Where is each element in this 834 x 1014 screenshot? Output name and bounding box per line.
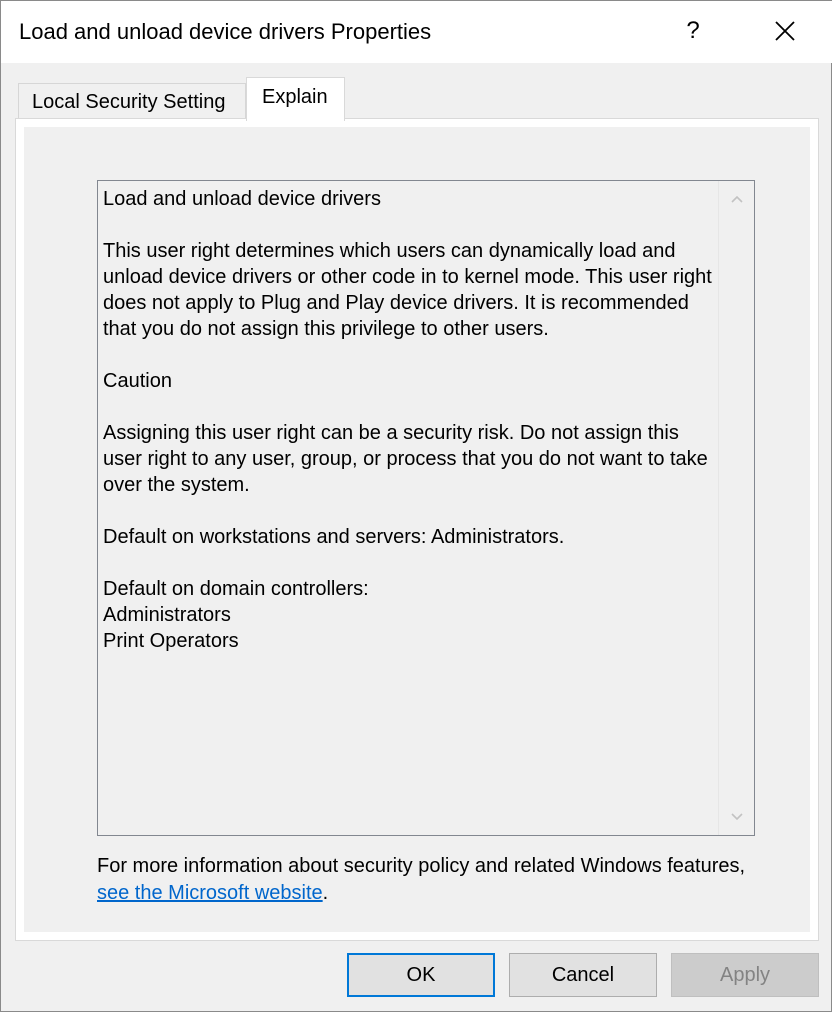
tab-local-security-setting[interactable]: Local Security Setting: [18, 83, 246, 119]
default-dc-label: Default on domain controllers:: [103, 578, 369, 600]
default-dc-administrators: Administrators: [103, 604, 231, 626]
explain-paragraph-1: This user right determines which users can dynamically load and unload device drivers or other code in to kernel mode. This user right does not apply to Plug and Play device drivers. It is recommended that you do not assign this privilege to other users.: [103, 240, 712, 340]
tab-explain[interactable]: Explain: [246, 77, 345, 121]
more-info-text: [97, 853, 747, 907]
vertical-scrollbar[interactable]: [718, 181, 754, 835]
explain-tab-panel: [15, 118, 819, 941]
explain-paragraph-2: Assigning this user right can be a security risk. Do not assign this user right to any user, group, or process that you do not want to take over the system.: [103, 422, 708, 496]
ok-button[interactable]: OK: [347, 953, 495, 997]
caution-label: Caution: [103, 370, 172, 392]
explain-heading: Load and unload device drivers: [103, 188, 381, 210]
default-dc-print-operators: Print Operators: [103, 630, 239, 652]
apply-button[interactable]: Apply: [671, 953, 819, 997]
scroll-up-button[interactable]: [719, 183, 755, 215]
window-title: Load and unload device drivers Properties: [19, 19, 432, 44]
title-bar: [1, 1, 833, 63]
tab-strip: [1, 63, 833, 119]
cancel-button[interactable]: Cancel: [509, 953, 657, 997]
close-button[interactable]: [761, 11, 809, 51]
microsoft-website-link[interactable]: see the Microsoft website: [97, 882, 323, 904]
more-info-label: For more information about security policy and related Windows features,: [97, 855, 746, 877]
chevron-up-icon: [730, 194, 744, 204]
chevron-down-icon: [730, 812, 744, 822]
explain-text: [103, 186, 715, 654]
more-info-suffix: .: [322, 882, 329, 904]
scroll-down-button[interactable]: [719, 801, 755, 833]
close-icon: [774, 20, 796, 42]
help-button[interactable]: ?: [686, 17, 700, 44]
explain-textbox[interactable]: [97, 180, 755, 836]
panel-body: [24, 127, 810, 932]
default-workstations: Default on workstations and servers: Administrators.: [103, 526, 565, 548]
